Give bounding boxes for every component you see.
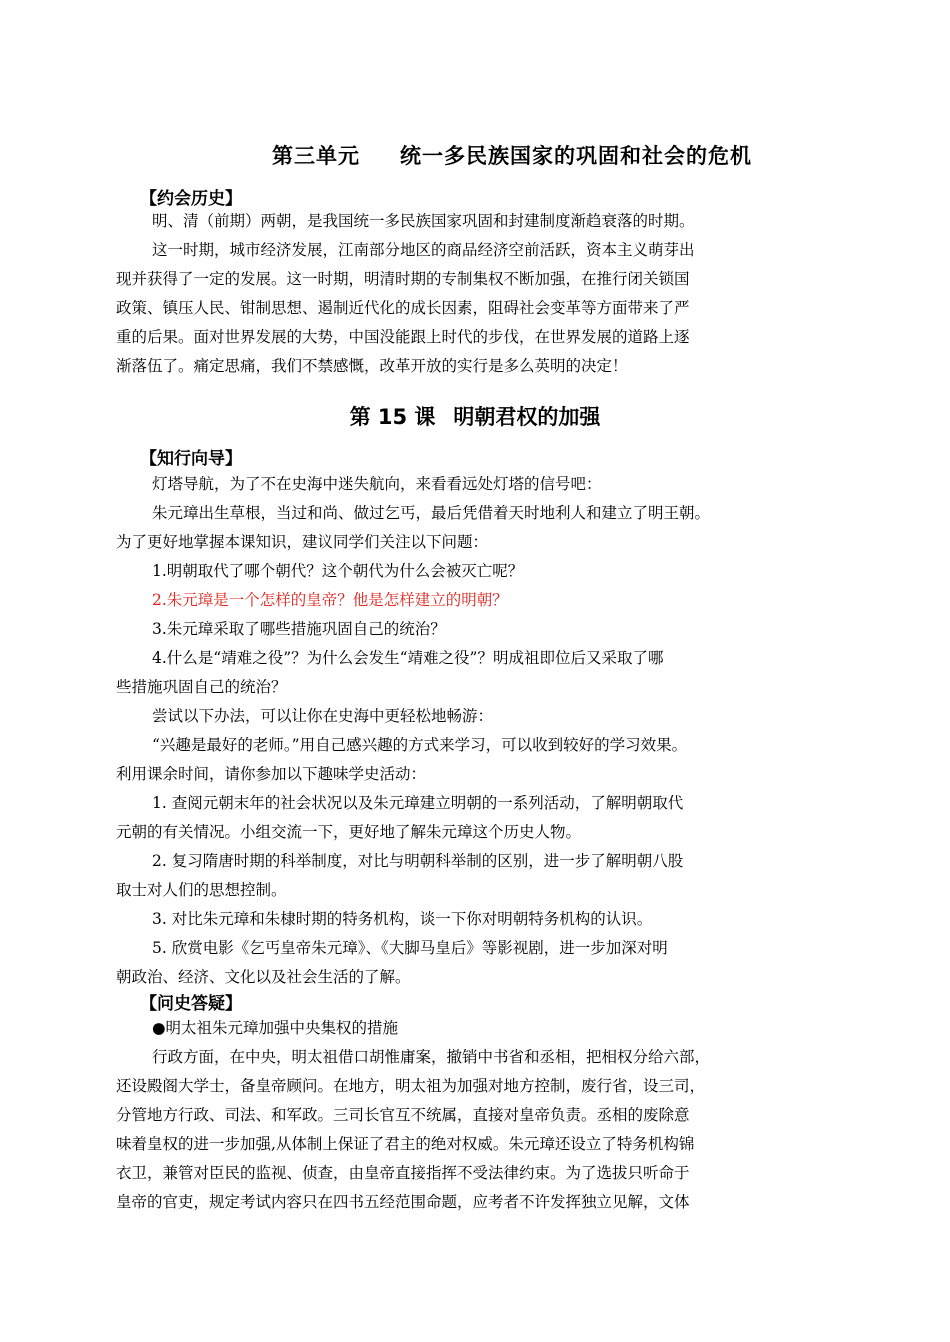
- question-item: 4.什么是“靖难之役”？为什么会发生“靖难之役”？明成祖即位后又采取了哪: [152, 649, 664, 667]
- text-line: 元朝的有关情况。小组交流一下，更好地了解朱元璋这个历史人物。: [116, 823, 582, 841]
- unit-title: [272, 140, 752, 170]
- activity-item: 2. 复习隋唐时期的科举制度，对比与明朝科举制的区别，进一步了解明朝八股: [152, 852, 684, 870]
- activity-item: 1. 查阅元朝末年的社会状况以及朱元璋建立明朝的一系列活动，了解明朝取代: [152, 794, 684, 812]
- text-line: 这一时期，城市经济发展，江南部分地区的商品经济空前活跃，资本主义萌芽出: [152, 241, 695, 259]
- section-heading-guide: 【知行向导】: [140, 449, 242, 469]
- question-item: 3.朱元璋采取了哪些措施巩固自己的统治？: [152, 620, 446, 638]
- question-item-highlighted: 2.朱元璋是一个怎样的皇帝？他是怎样建立的明朝？: [152, 591, 508, 609]
- lesson-title: [0, 401, 950, 431]
- text-line: 皇帝的官吏，规定考试内容只在四书五经范围命题，应考者不许发挥独立见解，文体: [116, 1193, 690, 1211]
- text-line: 还设殿阁大学士，备皇帝顾问。在地方，明太祖为加强对地方控制，废行省，设三司，: [116, 1077, 706, 1095]
- text-line: 衣卫，兼管对臣民的监视、侦查，由皇帝直接指挥不受法律约束。为了选拔只听命于: [116, 1164, 690, 1182]
- text-line: 行政方面，在中央，明太祖借口胡惟庸案，撤销中书省和丞相，把相权分给六部，: [152, 1048, 711, 1066]
- bullet-heading: ●明太祖朱元璋加强中央集权的措施: [152, 1019, 399, 1037]
- text-line: 尝试以下办法，可以让你在史海中更轻松地畅游：: [152, 707, 494, 725]
- text-line: 为了更好地掌握本课知识，建议同学们关注以下问题：: [116, 533, 489, 551]
- qa-paragraphs: [116, 1014, 836, 1217]
- text-line: 朝政治、经济、文化以及社会生活的了解。: [116, 968, 411, 986]
- text-line: 灯塔导航，为了不在史海中迷失航向，来看看远处灯塔的信号吧：: [152, 475, 602, 493]
- activity-item: 5. 欣赏电影《乞丐皇帝朱元璋》、《大脚马皇后》等影视剧，进一步加深对明: [152, 939, 668, 957]
- question-item: 1.明朝取代了哪个朝代？这个朝代为什么会被灭亡呢？: [152, 562, 524, 580]
- unit-label: 第三单元: [272, 144, 360, 168]
- activity-item: 3. 对比朱元璋和朱棣时期的特务机构，谈一下你对明朝特务机构的认识。: [152, 910, 653, 928]
- intro-paragraph: [116, 207, 836, 381]
- text-line: 取士对人们的思想控制。: [116, 881, 287, 899]
- text-line: 渐落伍了。痛定思痛，我们不禁感慨，改革开放的实行是多么英明的决定！: [116, 357, 628, 375]
- lesson-number: 第 15 课: [349, 405, 436, 429]
- text-line: 政策、镇压人民、钳制思想、遏制近代化的成长因素，阻碍社会变革等方面带来了严: [116, 299, 690, 317]
- text-line: 明、清（前期）两朝，是我国统一多民族国家巩固和封建制度渐趋衰落的时期。: [152, 212, 695, 230]
- text-line: 朱元璋出生草根，当过和尚、做过乞丐，最后凭借着天时地利人和建立了明王朝。: [152, 504, 711, 522]
- section-heading-history-date: 【约会历史】: [140, 189, 242, 209]
- text-line: 味着皇权的进一步加强,从体制上保证了君主的绝对权威。朱元璋还设立了特务机构锦: [116, 1135, 695, 1153]
- text-line: 现并获得了一定的发展。这一时期，明清时期的专制集权不断加强，在推行闭关锁国: [116, 270, 690, 288]
- text-line: 利用课余时间，请你参加以下趣味学史活动：: [116, 765, 427, 783]
- text-line: 些措施巩固自己的统治？: [116, 678, 287, 696]
- text-line: 分管地方行政、司法、和军政。三司长官互不统属，直接对皇帝负责。丞相的废除意: [116, 1106, 690, 1124]
- section-heading-qa: 【问史答疑】: [140, 994, 242, 1014]
- unit-name: 统一多民族国家的巩固和社会的危机: [400, 144, 752, 168]
- text-line: “兴趣是最好的老师。”用自己感兴趣的方式来学习，可以收到较好的学习效果。: [152, 736, 688, 754]
- lesson-name: 明朝君权的加强: [453, 405, 601, 429]
- guide-paragraphs: [116, 470, 836, 992]
- text-line: 重的后果。面对世界发展的大势，中国没能跟上时代的步伐，在世界发展的道路上逐: [116, 328, 690, 346]
